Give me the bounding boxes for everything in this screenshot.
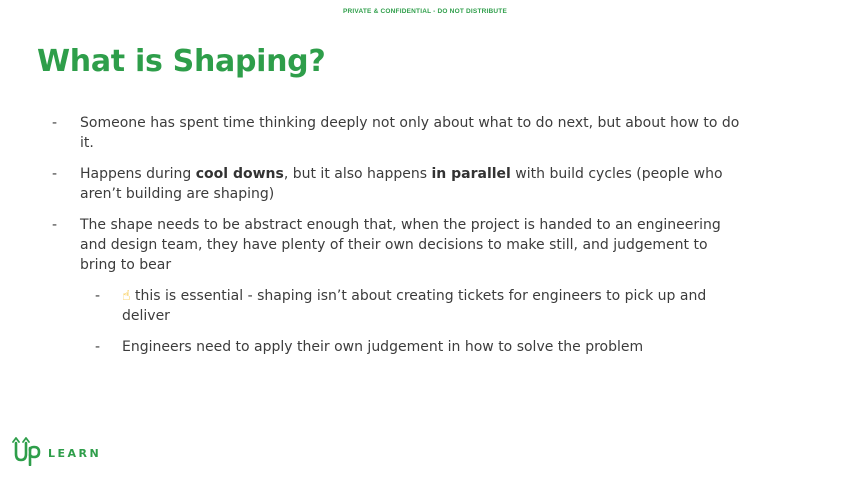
bullet-marker: - [95,339,101,355]
up-learn-logo [12,436,101,466]
slide-title: What is Shaping? [37,44,326,79]
sub-bullet-item [50,337,740,357]
bullet-text-part: , but it also happens [283,166,432,182]
bullet-marker: - [52,115,58,131]
bold-phrase: in parallel [431,166,511,182]
bullet-text: this is essential - shaping isn’t about creating tickets for engineers to pick up and deliver [122,288,707,324]
bullet-item [50,164,740,204]
bullet-marker: - [52,217,58,233]
bullet-text-part: with build cycles (people who aren’t building are shaping) [80,166,723,202]
bullet-marker: - [95,288,101,304]
logo-text: LEARN [48,447,102,460]
sub-bullet-item [50,286,740,326]
bullet-text: The shape needs to be abstract enough that, when the project is handed to an engineering and design team, they have plenty of their own decisions to make still, and judgement to bring to bear [80,217,721,273]
pointing-finger-icon: ☝ [122,288,131,304]
bullet-marker: - [52,166,58,182]
bullet-text: Someone has spent time thinking deeply not only about what to do next, but about how to do it. [80,115,740,151]
slide-body [50,113,740,368]
bullet-text: Engineers need to apply their own judgement in how to solve the problem [122,339,644,355]
confidential-banner: PRIVATE & CONFIDENTIAL - DO NOT DISTRIBUTE [342,8,508,15]
bullet-item [50,215,740,275]
up-logo-icon [12,436,42,466]
bold-phrase: cool downs [195,166,284,182]
bullet-text-part: Happens during [80,166,196,182]
bullet-item [50,113,740,153]
